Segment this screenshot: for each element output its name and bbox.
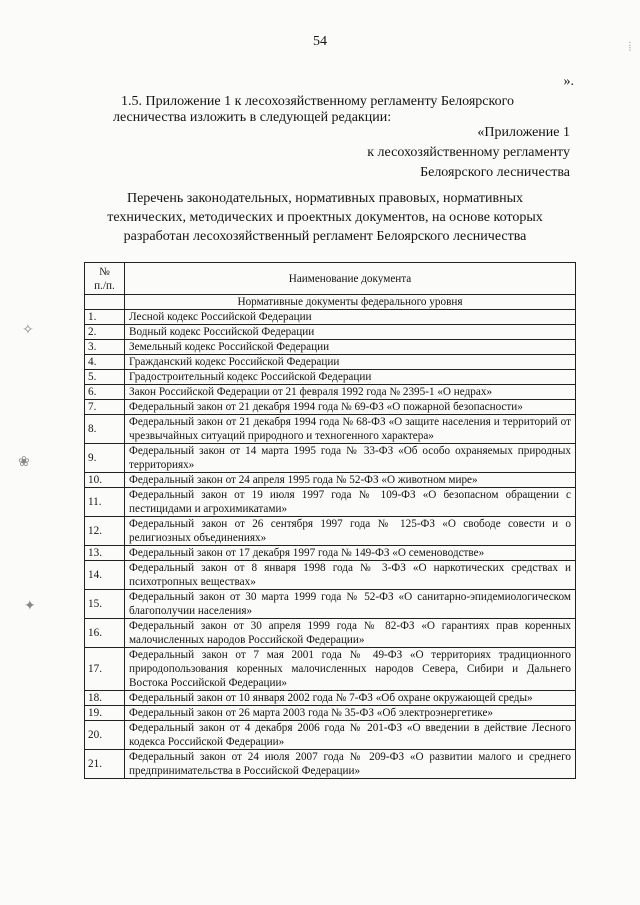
row-document-name: Федеральный закон от 8 января 1998 года № 3-ФЗ «О наркотических средствах и психотропных веществах» <box>125 561 576 590</box>
row-number: 14. <box>85 561 125 590</box>
table-row <box>85 415 576 444</box>
list-title-line3: разработан лесохозяйственный регламент Белоярского лесничества <box>123 229 527 244</box>
header-number <box>85 263 125 295</box>
appendix-heading-line3: Белоярского лесничества <box>420 165 570 180</box>
row-number: 4. <box>85 355 125 370</box>
table-row <box>85 370 576 385</box>
table-row <box>85 590 576 619</box>
document-list-title <box>60 189 590 246</box>
header-document-name: Наименование документа <box>125 263 576 295</box>
table-row <box>85 721 576 750</box>
section-title: Нормативные документы федерального уровня <box>125 295 576 310</box>
table-row <box>85 310 576 325</box>
table-row <box>85 340 576 355</box>
table-row <box>85 691 576 706</box>
row-number: 18. <box>85 691 125 706</box>
row-document-name: Федеральный закон от 30 апреля 1999 года № 82-ФЗ «О гарантиях прав коренных малочисленных народов Российской Федерации» <box>125 619 576 648</box>
row-document-name: Федеральный закон от 14 марта 1995 года № 33-ФЗ «Об особо охраняемых природных территориях» <box>125 444 576 473</box>
row-document-name: Водный кодекс Российской Федерации <box>125 325 576 340</box>
table-row <box>85 400 576 415</box>
table-row <box>85 546 576 561</box>
row-document-name: Федеральный закон от 17 декабря 1997 года № 149-ФЗ «О семеноводстве» <box>125 546 576 561</box>
table-row <box>85 325 576 340</box>
row-number: 8. <box>85 415 125 444</box>
row-document-name: Федеральный закон от 19 июля 1997 года № 109-ФЗ «О безопасном обращении с пестицидами и агрохимикатами» <box>125 488 576 517</box>
row-number: 16. <box>85 619 125 648</box>
appendix-heading-line1: «Приложение 1 <box>477 125 570 140</box>
appendix-heading-line2: к лесохозяйственному регламенту <box>367 145 570 160</box>
row-document-name: Федеральный закон от 7 мая 2001 года № 49-ФЗ «О территориях традиционного природопользования коренных малочисленных народов Севера, Сибири и Дальнего Востока Российской Федерации» <box>125 648 576 691</box>
documents-table <box>84 262 576 779</box>
amendment-paragraph-line2: лесничества изложить в следующей редакции: <box>113 110 392 125</box>
row-number: 1. <box>85 310 125 325</box>
row-number: 10. <box>85 473 125 488</box>
header-number-line1: № <box>99 265 110 278</box>
row-number: 9. <box>85 444 125 473</box>
section-spacer <box>85 295 125 310</box>
row-number: 13. <box>85 546 125 561</box>
row-document-name: Федеральный закон от 24 апреля 1995 года № 52-ФЗ «О животном мире» <box>125 473 576 488</box>
list-title-line1: Перечень законодательных, нормативных правовых, нормативных <box>126 191 524 206</box>
closing-quote: ». <box>563 74 574 89</box>
table-header-row <box>85 263 576 295</box>
row-number: 20. <box>85 721 125 750</box>
table-row <box>85 473 576 488</box>
row-document-name: Федеральный закон от 4 декабря 2006 года № 201-ФЗ «О введении в действие Лесного кодекса Российской Федерации» <box>125 721 576 750</box>
row-document-name: Федеральный закон от 26 марта 2003 года № 35-ФЗ «Об электроэнергетике» <box>125 706 576 721</box>
row-number: 17. <box>85 648 125 691</box>
table-row <box>85 517 576 546</box>
row-number: 5. <box>85 370 125 385</box>
row-document-name: Федеральный закон от 30 марта 1999 года № 52-ФЗ «О санитарно-эпидемиологическом благополучии населения» <box>125 590 576 619</box>
row-number: 11. <box>85 488 125 517</box>
margin-mark: ❀ <box>18 455 30 470</box>
page-number: 54 <box>313 34 327 49</box>
row-document-name: Лесной кодекс Российской Федерации <box>125 310 576 325</box>
table-row <box>85 385 576 400</box>
row-number: 21. <box>85 750 125 779</box>
table-row <box>85 444 576 473</box>
list-title-line2: технических, методических и проектных документов, на основе которых <box>107 210 543 225</box>
amendment-paragraph-line1: 1.5. Приложение 1 к лесохозяйственному регламенту Белоярского <box>121 94 514 109</box>
margin-mark: ✦ <box>24 599 36 614</box>
row-number: 15. <box>85 590 125 619</box>
row-number: 6. <box>85 385 125 400</box>
row-document-name: Федеральный закон от 21 декабря 1994 года № 68-ФЗ «О защите населения и территорий от чрезвычайных ситуаций природного и техногенного характера» <box>125 415 576 444</box>
row-document-name: Федеральный закон от 21 декабря 1994 года № 69-ФЗ «О пожарной безопасности» <box>125 400 576 415</box>
row-number: 7. <box>85 400 125 415</box>
edge-mark: ⁞ <box>628 40 632 55</box>
row-document-name: Гражданский кодекс Российской Федерации <box>125 355 576 370</box>
row-number: 12. <box>85 517 125 546</box>
table-row <box>85 488 576 517</box>
row-document-name: Градостроительный кодекс Российской Федерации <box>125 370 576 385</box>
row-number: 2. <box>85 325 125 340</box>
table-row <box>85 648 576 691</box>
table-row <box>85 355 576 370</box>
row-number: 19. <box>85 706 125 721</box>
row-document-name: Федеральный закон от 24 июля 2007 года № 209-ФЗ «О развитии малого и среднего предпринимательства в Российской Федерации» <box>125 750 576 779</box>
table-row <box>85 619 576 648</box>
table-row <box>85 706 576 721</box>
row-document-name: Земельный кодекс Российской Федерации <box>125 340 576 355</box>
table-row <box>85 561 576 590</box>
row-document-name: Закон Российской Федерации от 21 февраля 1992 года № 2395-1 «О недрах» <box>125 385 576 400</box>
row-number: 3. <box>85 340 125 355</box>
table-row <box>85 750 576 779</box>
section-row <box>85 295 576 310</box>
row-document-name: Федеральный закон от 26 сентября 1997 года № 125-ФЗ «О свободе совести и о религиозных объединениях» <box>125 517 576 546</box>
margin-mark: ✧ <box>22 323 34 338</box>
header-number-line2: п./п. <box>94 279 115 292</box>
row-document-name: Федеральный закон от 10 января 2002 года № 7-ФЗ «Об охране окружающей среды» <box>125 691 576 706</box>
